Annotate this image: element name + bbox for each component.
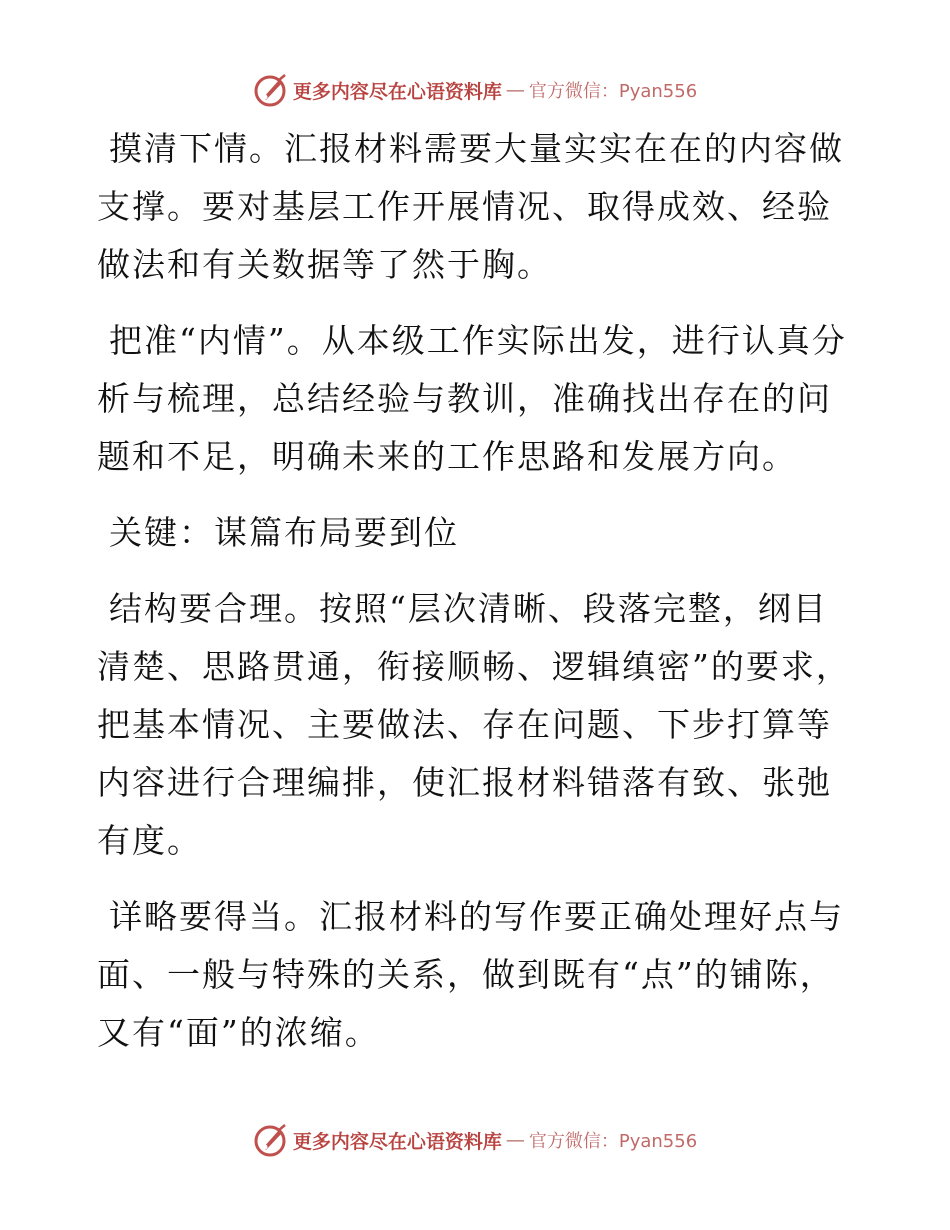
banner-title: 更多内容尽在心语资料库 — [292, 80, 502, 103]
banner-title: 更多内容尽在心语资料库 — [292, 1130, 502, 1153]
document-body — [97, 120, 857, 1080]
header-banner — [0, 70, 950, 110]
banner-dash: — — [505, 79, 525, 101]
footer-banner — [0, 1120, 950, 1160]
quill-logo-icon — [253, 1122, 289, 1158]
banner-dash: — — [505, 1129, 525, 1151]
banner-wechat: 官方微信：Pyan556 — [528, 1131, 698, 1152]
banner-wechat: 官方微信：Pyan556 — [528, 81, 698, 102]
paragraph-2: 把准“内情”。从本级工作实际出发，进行认真分析与梳理，总结经验与教训，准确找出存在的问题和不足，明确未来的工作思路和发展方向。 — [97, 321, 847, 476]
quill-logo-icon — [253, 72, 289, 108]
paragraph-4: 详略要得当。汇报材料的写作要正确处理好点与面、一般与特殊的关系，做到既有“点”的铺陈，又有“面”的浓缩。 — [97, 897, 844, 1052]
section-heading: 关键：谋篇布局要到位 — [109, 513, 459, 552]
paragraph-3: 结构要合理。按照“层次清晰、段落完整，纲目清楚、思路贯通，衔接顺畅、逻辑缜密”的要求，把基本情况、主要做法、存在问题、下步打算等内容进行合理编排，使汇报材料错落有致、张弛有度。 — [97, 589, 851, 860]
paragraph-1: 摸清下情。汇报材料需要大量实实在在的内容做支撑。要对基层工作开展情况、取得成效、经验做法和有关数据等了然于胸。 — [97, 129, 844, 284]
